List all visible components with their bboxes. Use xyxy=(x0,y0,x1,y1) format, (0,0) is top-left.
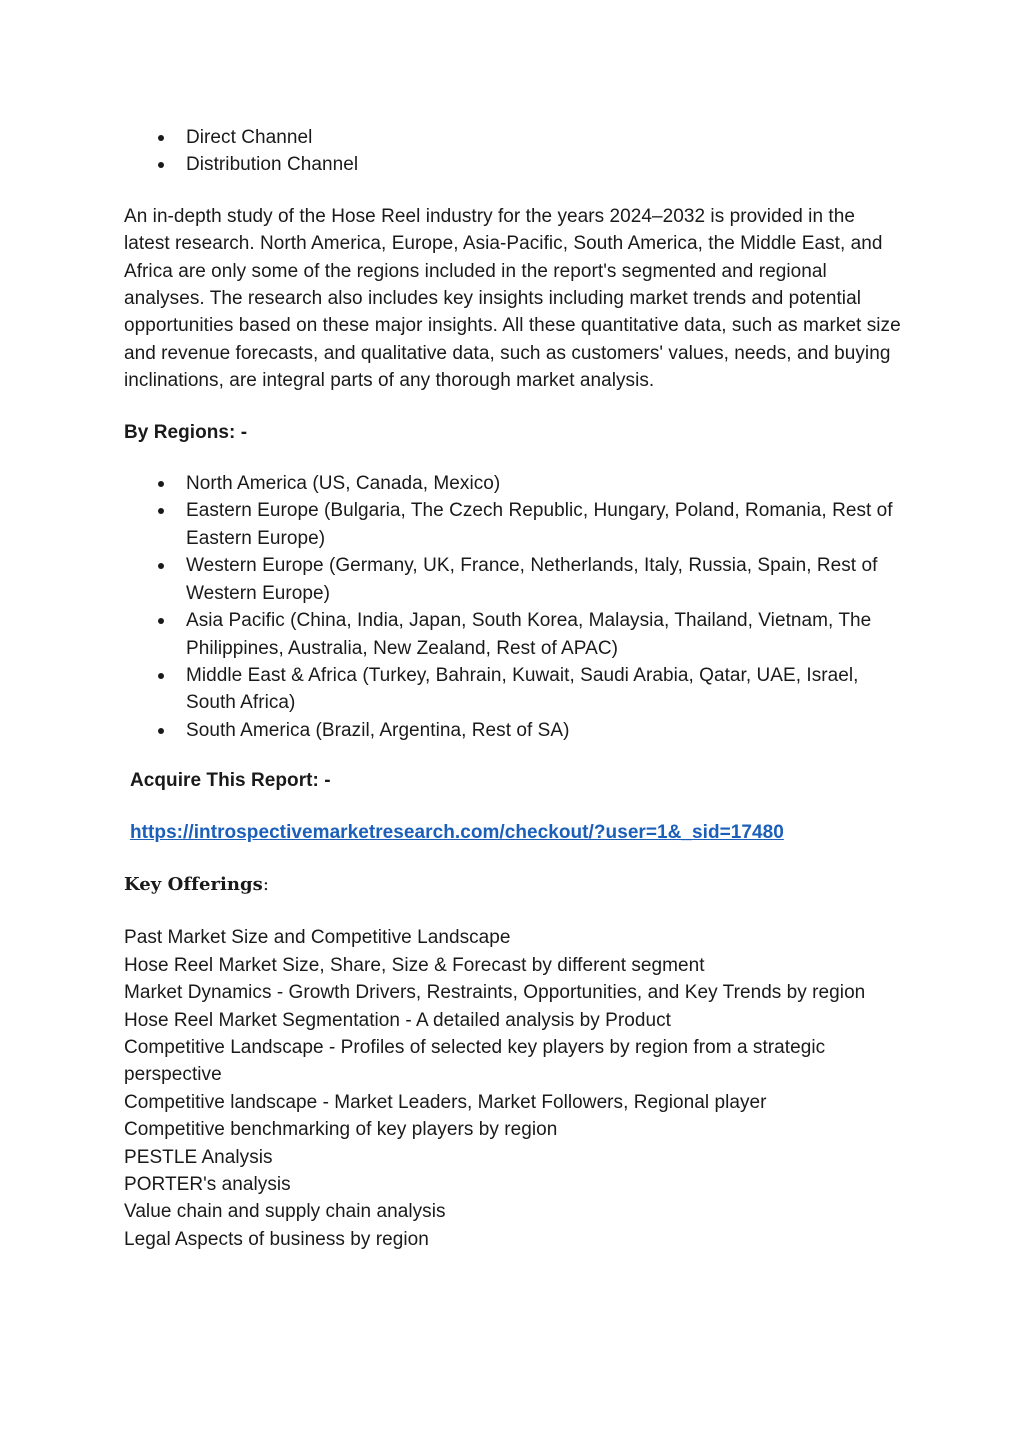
list-item: Eastern Europe (Bulgaria, The Czech Republic, Hungary, Poland, Romania, Rest of Eastern Europe) xyxy=(124,497,904,552)
list-item: South America (Brazil, Argentina, Rest of SA) xyxy=(124,717,904,744)
list-item: North America (US, Canada, Mexico) xyxy=(124,470,904,497)
list-item: Western Europe (Germany, UK, France, Netherlands, Italy, Russia, Spain, Rest of Western Europe) xyxy=(124,552,904,607)
list-item: Direct Channel xyxy=(124,124,904,151)
key-offerings-title: Key Offerings xyxy=(124,873,263,895)
key-offerings-list xyxy=(124,924,904,1253)
offering-line: Past Market Size and Competitive Landscape xyxy=(124,927,511,949)
offering-line: Legal Aspects of business by region xyxy=(124,1228,429,1250)
offering-line: PESTLE Analysis xyxy=(124,1146,273,1168)
list-item: Asia Pacific (China, India, Japan, South Korea, Malaysia, Thailand, Vietnam, The Philippines, Australia, New Zealand, Rest of APAC) xyxy=(124,607,904,662)
list-item: Distribution Channel xyxy=(124,151,904,178)
offering-line: Competitive benchmarking of key players by region xyxy=(124,1119,558,1141)
key-offerings-heading xyxy=(124,871,904,898)
offering-line: PORTER's analysis xyxy=(124,1174,291,1195)
offering-line: Competitive landscape - Market Leaders, Market Followers, Regional player xyxy=(124,1091,767,1113)
offering-line: Hose Reel Market Segmentation - A detailed analysis by Product xyxy=(124,1009,672,1031)
channel-list xyxy=(124,124,904,179)
regions-heading: By Regions: - xyxy=(124,421,248,443)
intro-paragraph: An in-depth study of the Hose Reel industry for the years 2024–2032 is provided in the latest research. North America, Europe, Asia-Pacific, South America, the Middle East, and Africa are only some of the regions included in the report's segmented and regional analyses. The research also includes key insights including market trends and potential opportunities based on these major insights. All these quantitative data, such as market size and revenue forecasts, and qualitative data, such as customers' values, needs, and buying inclinations, are integral parts of any thorough market analysis. xyxy=(124,205,901,392)
offering-line: Value chain and supply chain analysis xyxy=(124,1201,446,1223)
regions-list xyxy=(124,470,904,744)
key-offerings-colon: : xyxy=(262,873,269,895)
offering-line: Competitive Landscape - Profiles of selected key players by region from a strategic perspective xyxy=(124,1036,826,1086)
acquire-heading: Acquire This Report: - xyxy=(130,770,331,792)
offering-line: Hose Reel Market Size, Share, Size & Forecast by different segment xyxy=(124,954,705,976)
document-page xyxy=(124,124,904,1253)
offering-line: Market Dynamics - Growth Drivers, Restraints, Opportunities, and Key Trends by region xyxy=(124,982,866,1004)
list-item: Middle East & Africa (Turkey, Bahrain, Kuwait, Saudi Arabia, Qatar, UAE, Israel, South Africa) xyxy=(124,662,904,717)
checkout-link[interactable]: https://introspectivemarketresearch.com/checkout/?user=1&_sid=17480 xyxy=(130,821,784,843)
